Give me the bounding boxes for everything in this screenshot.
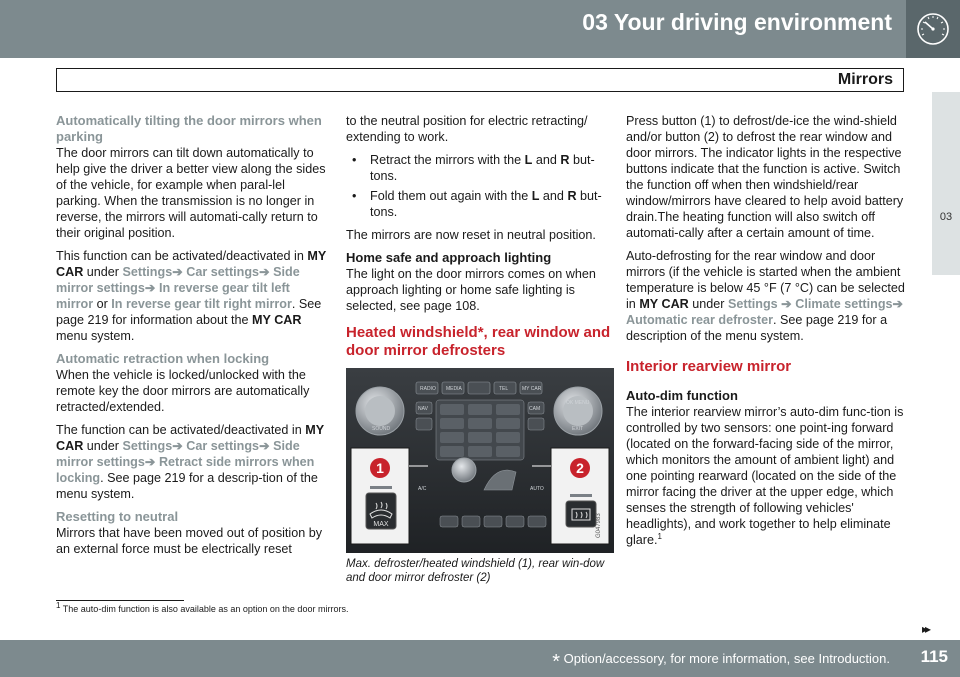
text: Auto-defrosting for the rear window and door mirrors (if the vehicle is started when the ambient temperature is below 45 °F (7 °C) can be selected in xyxy=(626,249,905,311)
arrow-icon: ➔ xyxy=(892,297,904,311)
text: or xyxy=(93,297,112,311)
menu-car-settings: Car settings xyxy=(186,439,260,453)
paragraph-auto-tilt: The door mirrors can tilt down automatically to help give the driver a better view along the sides of the vehicle, for example when paral-lel parking. When the transmission is no longer in reverse, the mirrors will automati-cally return to their original position. xyxy=(56,146,326,240)
arrow-icon: ➔ xyxy=(172,439,183,453)
text: and xyxy=(532,153,561,167)
column-1 xyxy=(56,113,326,564)
arrow-icon: ➔ xyxy=(259,439,270,453)
text: Retract the mirrors with the xyxy=(370,153,525,167)
footnote-number: 1 xyxy=(56,601,61,610)
panel-label: A/C xyxy=(418,486,427,492)
panel-label: SOUND xyxy=(372,426,391,432)
arrow-icon: ➔ xyxy=(144,455,156,469)
option-note xyxy=(552,651,890,674)
menu-climate-settings: Climate settings xyxy=(795,297,893,311)
text: . See page 219 for information about the xyxy=(56,297,322,327)
heading-auto-tilt: Automatically tilting the door mirrors when parking xyxy=(56,113,322,144)
panel-label: OK MENU xyxy=(566,400,590,406)
text: under xyxy=(688,297,728,311)
arrow-icon: ➔ xyxy=(144,281,156,295)
heading-home-safe: Home safe and approach lighting xyxy=(346,250,552,265)
menu-my-car: MY CAR xyxy=(252,313,302,327)
heading-defrosters: Heated windshield*, rear window and door mirror defrosters xyxy=(346,324,611,359)
menu-settings: Settings xyxy=(122,439,173,453)
panel-label: TEL xyxy=(499,386,509,392)
continue-arrows-icon: ▸▸ xyxy=(922,622,929,636)
panel-label: CAM xyxy=(529,406,541,412)
menu-my-car: MY CAR xyxy=(56,423,324,453)
menu-my-car: MY CAR xyxy=(639,297,689,311)
menu-side-mirror-settings: Side mirror settings xyxy=(56,439,300,469)
menu-my-car: MY CAR xyxy=(56,249,326,279)
menu-auto-rear-defroster: Automatic rear defroster xyxy=(626,313,773,327)
footnote-text: The auto-dim function is also available as an option on the door mirrors. xyxy=(60,604,349,614)
menu-side-mirror-settings: Side mirror settings xyxy=(56,265,300,295)
button-l-label: L xyxy=(531,189,540,203)
chapter-tab-label: 03 xyxy=(939,211,953,223)
paragraph-reset-done: The mirrors are now reset in neutral position. xyxy=(346,228,596,242)
text: The function can be activated/deactivated in xyxy=(56,423,306,437)
text: . See page 219 for a descrip-tion of the menu system. xyxy=(56,471,318,501)
text: but-tons. xyxy=(370,153,595,183)
panel-label: NAV xyxy=(418,406,428,412)
text: . See page 219 for a description of the menu system. xyxy=(626,313,888,343)
text: The interior rearview mirror’s auto-dim func-tion is controlled by two sensors: one point-ing forward (located on the forward-facing side of the mirror, which monitors the amount of ambient light) and one pointing rearward (located on the side of the mirror facing the driver at the upper edge, which senses the strength of following vehicles' headlights), and work together to help eliminate glare. xyxy=(626,405,904,547)
star-icon: * xyxy=(552,651,561,673)
gauge-icon-box xyxy=(906,0,960,58)
text: Fold them out again with the xyxy=(370,189,532,203)
paragraph-reset-neutral: Mirrors that have been moved out of position by an external force must be electrically reset xyxy=(56,526,323,556)
text: but-tons. xyxy=(370,189,602,219)
button-r-label: R xyxy=(567,189,577,203)
chapter-header xyxy=(0,0,960,58)
paragraph-auto-defrost xyxy=(626,248,906,344)
paragraph-home-safe: The light on the door mirrors comes on when approach lighting or home safe lighting is selected, see page 108. xyxy=(346,267,596,313)
chapter-title: 03 Your driving environment xyxy=(582,9,892,35)
heading-auto-dim: Auto-dim function xyxy=(626,388,738,403)
bullet-list xyxy=(346,152,616,220)
button-l-label: L xyxy=(524,153,533,167)
max-label: MAX xyxy=(373,521,389,528)
menu-settings: Settings xyxy=(727,297,778,311)
chapter-side-tab xyxy=(932,92,960,275)
paragraph-retract-settings xyxy=(56,422,326,502)
text: This function can be activated/deactivated in xyxy=(56,249,308,263)
paragraph-auto-dim xyxy=(626,404,906,548)
heading-reset-neutral: Resetting to neutral xyxy=(56,509,179,524)
arrow-icon: ➔ xyxy=(259,265,270,279)
list-item xyxy=(346,152,616,184)
page-footer xyxy=(0,640,960,677)
option-note-text: Option/accessory, for more information, see Introduction. xyxy=(560,651,890,666)
heading-rearview-mirror: Interior rearview mirror xyxy=(626,358,792,375)
text: and xyxy=(539,189,568,203)
center-console-figure xyxy=(346,368,614,553)
arrow-icon: ➔ xyxy=(172,265,183,279)
footnote-ref: 1 xyxy=(657,531,662,541)
paragraph-defrost-buttons: Press button (1) to defrost/de-ice the wind-shield and/or button (2) to defrost the rear window and door mirrors. The indicator lights in the respective buttons indicate that the function is active. Switch the function off when then windshield/rear window/mirrors have cleared to help avoid battery drain.The heating function will also switch off automati-cally after a certain amount of time. xyxy=(626,114,904,240)
menu-retract-when-locking: Retract side mirrors when locking xyxy=(56,455,315,485)
panel-label: MEDIA xyxy=(446,386,462,392)
panel-label: MY CAR xyxy=(522,386,542,392)
bullet-icon: • xyxy=(352,189,357,203)
footnote xyxy=(56,601,349,614)
center-console-illustration xyxy=(346,368,614,553)
footnote-divider xyxy=(56,600,184,601)
paragraph-neutral-continued: to the neutral position for electric retracting/ extending to work. xyxy=(346,114,588,144)
paragraph-tilt-settings xyxy=(56,248,326,344)
paragraph-auto-retraction: When the vehicle is locked/unlocked with the remote key the door mirrors are automatically retracted/extended. xyxy=(56,368,310,414)
menu-tilt-left: In reverse gear tilt left mirror xyxy=(56,281,290,311)
text: menu system. xyxy=(56,329,135,343)
text: under xyxy=(83,439,123,453)
bullet-icon: • xyxy=(352,153,357,167)
menu-tilt-right: In reverse gear tilt right mirror xyxy=(111,297,292,311)
section-header xyxy=(56,68,904,92)
panel-label: AUTO xyxy=(530,486,544,492)
panel-label: RADIO xyxy=(420,386,436,392)
figure-caption: Max. defroster/heated windshield (1), rear win-dow and door mirror defroster (2) xyxy=(346,558,605,584)
column-2 xyxy=(346,113,616,585)
arrow-icon: ➔ xyxy=(781,297,792,311)
heading-auto-retraction: Automatic retraction when locking xyxy=(56,351,270,366)
panel-label: EXIT xyxy=(572,426,584,432)
menu-settings: Settings xyxy=(122,265,173,279)
callout-1: 1 xyxy=(376,460,384,476)
figure-code: G047983 xyxy=(596,513,602,538)
button-r-label: R xyxy=(560,153,570,167)
page-number: 115 xyxy=(920,647,948,666)
text: under xyxy=(83,265,123,279)
menu-car-settings: Car settings xyxy=(186,265,260,279)
column-3 xyxy=(626,113,906,555)
section-title: Mirrors xyxy=(837,71,893,88)
list-item xyxy=(346,188,616,220)
callout-2: 2 xyxy=(576,460,584,476)
speedometer-icon xyxy=(915,11,951,47)
